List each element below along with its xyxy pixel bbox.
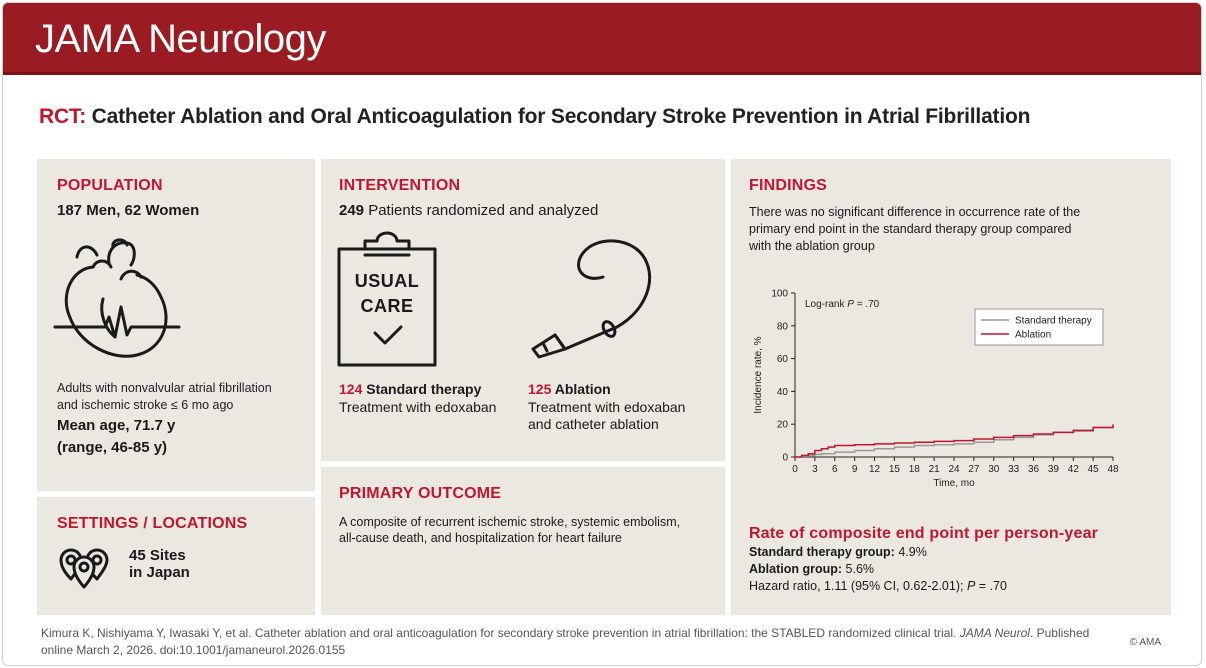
ablation-label: Ablation bbox=[551, 381, 611, 397]
primary-outcome-line-1: A composite of recurrent ischemic stroke, systemic embolism, bbox=[339, 515, 681, 529]
population-description-2: and ischemic stroke ≤ 6 mo ago bbox=[57, 398, 234, 412]
y-axis-label: Incidence rate, % bbox=[753, 336, 764, 414]
page-title bbox=[39, 105, 1030, 129]
rate-standard-label: Standard therapy group: bbox=[749, 545, 895, 559]
x-tick-label: 27 bbox=[968, 464, 980, 475]
journal-header bbox=[3, 3, 1201, 75]
x-tick-label: 9 bbox=[851, 464, 858, 475]
title-text: Catheter Ablation and Oral Anticoagulation for Secondary Stroke Prevention in Atrial Fibrillation bbox=[86, 105, 1031, 128]
usual-care-label-2: CARE bbox=[360, 296, 414, 316]
rate-ablation bbox=[749, 562, 874, 576]
intervention-count-line bbox=[339, 202, 598, 219]
hazard-ratio-text: Hazard ratio, 1.11 (95% CI, 0.62-2.01); bbox=[749, 579, 967, 593]
settings-sites-2: in Japan bbox=[129, 564, 190, 581]
ablation-count: 125 bbox=[528, 381, 552, 397]
standard-count: 124 bbox=[339, 381, 363, 397]
hazard-ratio bbox=[749, 579, 1007, 593]
ablation-description-1: Treatment with edoxaban bbox=[528, 399, 686, 415]
hazard-ratio-p: P bbox=[966, 579, 976, 593]
x-tick-label: 48 bbox=[1107, 464, 1119, 475]
rate-standard bbox=[749, 545, 927, 559]
y-tick-label: 20 bbox=[776, 419, 788, 431]
ablation-description-2: and catheter ablation bbox=[528, 416, 659, 432]
x-tick-label: 15 bbox=[888, 464, 900, 475]
catheter-icon bbox=[525, 231, 665, 371]
x-tick-label: 24 bbox=[948, 464, 960, 475]
ablation-line bbox=[528, 381, 611, 397]
x-tick-label: 21 bbox=[928, 464, 940, 475]
primary-outcome-heading: PRIMARY OUTCOME bbox=[339, 485, 502, 502]
journal-name: JAMA Neurology bbox=[35, 17, 326, 61]
findings-line-2: primary end point in the standard therapy group compared bbox=[749, 222, 1072, 236]
population-heading: POPULATION bbox=[57, 177, 163, 194]
primary-outcome-line-2: all-cause death, and hospitalization for heart failure bbox=[339, 531, 622, 545]
rate-ablation-value: 5.6% bbox=[842, 562, 875, 576]
x-tick-label: 18 bbox=[908, 464, 920, 475]
citation-text-2: . Published bbox=[1029, 626, 1090, 640]
y-tick-label: 100 bbox=[771, 288, 788, 300]
x-axis-label: Time, mo bbox=[933, 478, 975, 489]
findings-line-1: There was no significant difference in occurrence rate of the bbox=[749, 205, 1081, 219]
x-tick-label: 12 bbox=[868, 464, 881, 475]
x-tick-label: 39 bbox=[1047, 464, 1059, 475]
primary-outcome-panel bbox=[321, 467, 725, 615]
x-tick-label: 3 bbox=[812, 464, 818, 475]
x-tick-label: 36 bbox=[1027, 464, 1040, 475]
legend-label: Standard therapy bbox=[1015, 315, 1092, 327]
location-pins-icon bbox=[57, 543, 111, 589]
settings-sites-1: 45 Sites bbox=[129, 547, 186, 564]
citation-journal: JAMA Neurol bbox=[959, 626, 1030, 640]
logrank-annotation: Log-rank P = .70 bbox=[805, 299, 880, 310]
y-tick-label: 40 bbox=[776, 386, 788, 398]
findings-heading: FINDINGS bbox=[749, 177, 828, 194]
intervention-panel bbox=[321, 159, 725, 461]
legend-label: Ablation bbox=[1015, 329, 1052, 341]
population-panel bbox=[37, 159, 315, 491]
settings-panel bbox=[37, 497, 315, 615]
rate-ablation-label: Ablation group: bbox=[749, 562, 843, 576]
population-range: (range, 46-85 y) bbox=[57, 439, 168, 456]
hazard-ratio-p-value: = .70 bbox=[975, 579, 1007, 593]
infographic bbox=[2, 2, 1202, 666]
citation bbox=[41, 625, 1121, 659]
intervention-heading: INTERVENTION bbox=[339, 177, 461, 194]
y-tick-label: 0 bbox=[782, 452, 788, 464]
incidence-chart bbox=[743, 281, 1143, 495]
title-prefix: RCT: bbox=[39, 105, 87, 128]
intervention-count: 249 bbox=[339, 202, 365, 219]
copyright: © AMA bbox=[1129, 637, 1161, 648]
x-tick-label: 42 bbox=[1067, 464, 1079, 475]
citation-line-2: online March 2, 2026. doi:10.1001/jamaneurol.2026.0155 bbox=[41, 643, 346, 657]
y-tick-label: 60 bbox=[776, 354, 788, 366]
population-mean-age: Mean age, 71.7 y bbox=[57, 417, 176, 434]
x-tick-label: 0 bbox=[792, 464, 798, 475]
heart-icon bbox=[53, 233, 183, 363]
standard-therapy-line bbox=[339, 381, 481, 397]
citation-text-1: Kimura K, Nishiyama Y, Iwasaki Y, et al. Catheter ablation and oral anticoagulation for secondary stroke prevention in atrial fibrillation: the STABLED randomized clinical trial. bbox=[41, 626, 960, 640]
standard-label: Standard therapy bbox=[362, 381, 482, 397]
population-description-1: Adults with nonvalvular atrial fibrillation bbox=[57, 381, 272, 395]
intervention-count-text: Patients randomized and analyzed bbox=[364, 202, 599, 219]
rate-standard-value: 4.9% bbox=[894, 545, 927, 559]
settings-heading: SETTINGS / LOCATIONS bbox=[57, 515, 248, 532]
standard-description: Treatment with edoxaban bbox=[339, 399, 497, 415]
rate-heading: Rate of composite end point per person-year bbox=[749, 525, 1099, 542]
population-counts: 187 Men, 62 Women bbox=[57, 202, 200, 219]
x-tick-label: 33 bbox=[1008, 464, 1020, 475]
x-tick-label: 30 bbox=[988, 464, 1000, 475]
x-tick-label: 45 bbox=[1087, 464, 1099, 475]
y-tick-label: 80 bbox=[776, 321, 788, 333]
usual-care-label-1: USUAL bbox=[354, 271, 420, 291]
x-tick-label: 6 bbox=[831, 464, 838, 475]
findings-line-3: with the ablation group bbox=[749, 239, 875, 253]
